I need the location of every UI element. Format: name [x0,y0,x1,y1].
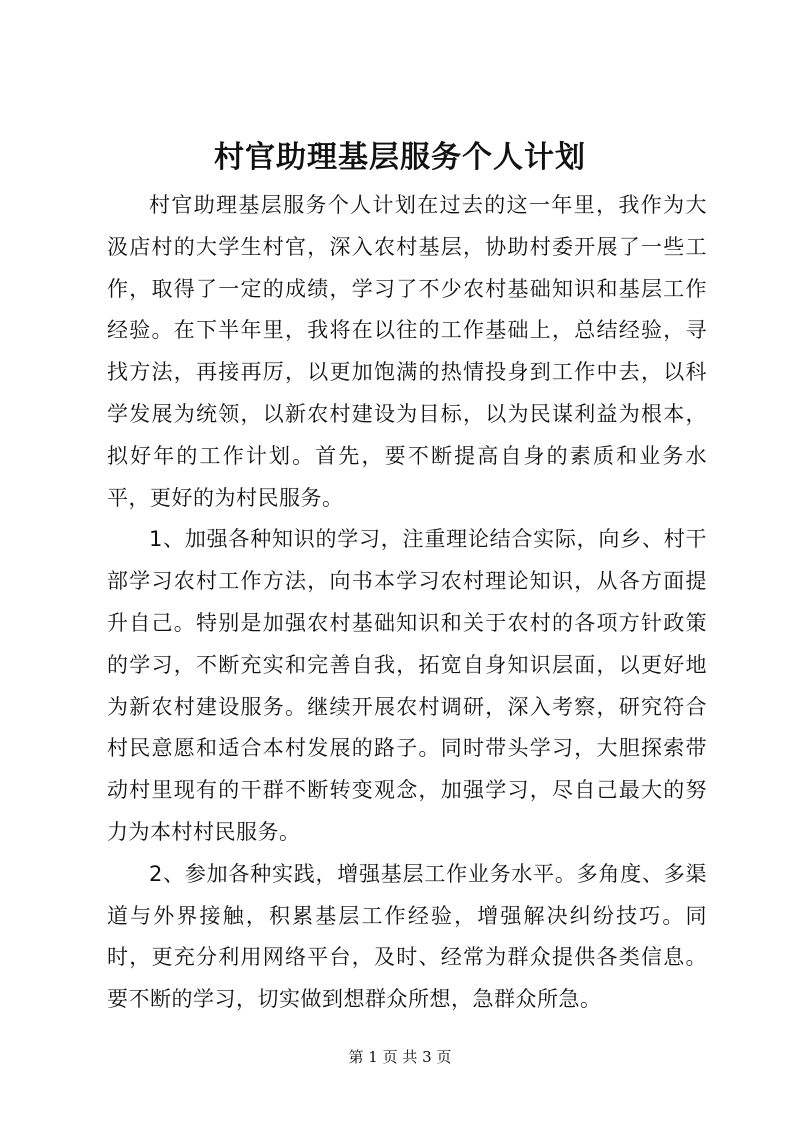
intro-paragraph: 村官助理基层服务个人计划在过去的这一年里，我作为大汲店村的大学生村官，深入农村基层，协助村委开展了一些工作，取得了一定的成绩，学习了不少农村基础知识和基层工作经验。在下半年里，我将在以往的工作基础上，总结经验，寻找方法，再接再厉，以更加饱满的热情投身到工作中去，以科学发展为统领，以新农村建设为目标，以为民谋利益为根本，拟好年的工作计划。首先，要不断提高自身的素质和业务水平，更好的为村民服务。 [107,193,707,510]
document-body [107,185,707,1021]
item-1-paragraph: 1、加强各种知识的学习，注重理论结合实际，向乡、村干部学习农村工作方法，向书本学习农村理论知识，从各方面提升自己。特别是加强农村基础知识和关于农村的各项方针政策的学习，不断充实和完善自我，拓宽自身知识层面，以更好地为新农村建设服务。继续开展农村调研，深入考察，研究符合村民意愿和适合本村发展的路子。同时带头学习，大胆探索带动村里现有的干群不断转变观念，加强学习，尽自己最大的努力为本村村民服务。 [107,527,707,844]
page-number-footer: 第 1 页 共 3 页 [348,1048,452,1066]
item-2-paragraph: 2、参加各种实践，增强基层工作业务水平。多角度、多渠道与外界接触，积累基层工作经验，增强解决纠纷技巧。同时，更充分利用网络平台，及时、经常为群众提供各类信息。要不断的学习，切实做到想群众所想，急群众所急。 [107,861,707,1012]
document-title: 村官助理基层服务个人计划 [214,140,586,175]
